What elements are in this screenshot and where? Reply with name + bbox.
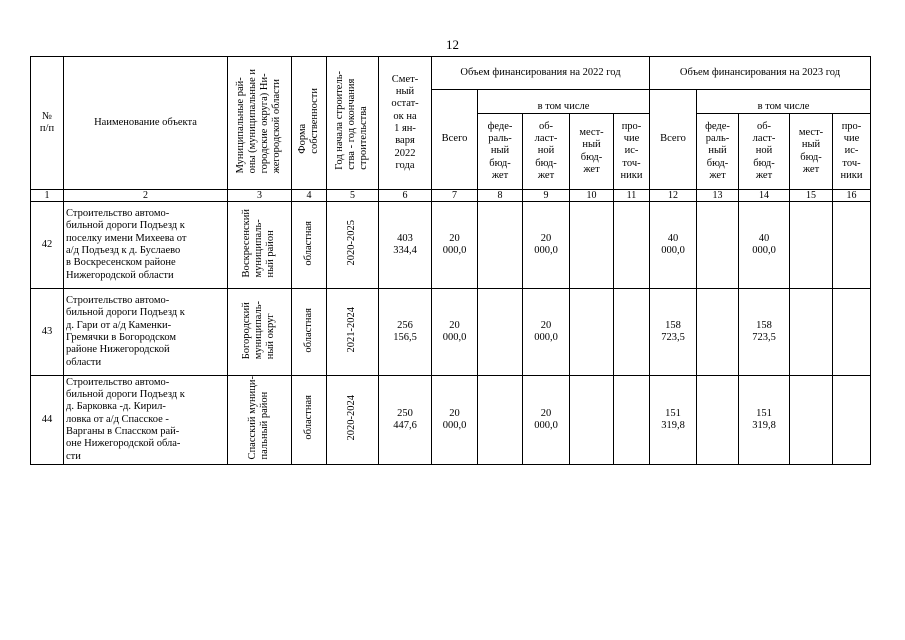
header-ownership-text: Форма собственности [296, 87, 320, 154]
header-regional-2022: об- ласт- ной бюд- жет [523, 114, 570, 190]
row-municipality [228, 376, 292, 465]
row-name: Строительство автомо- бильной дороги Подъезд к д. Гари от а/д Каменки- Гремячки в Богородском районе Нижегородской области [64, 289, 228, 376]
row-num: 42 [31, 202, 64, 289]
row-regional-2022: 20 000,0 [523, 202, 570, 289]
row-years [327, 376, 379, 465]
column-number: 12 [650, 190, 697, 202]
header-local-2023: мест- ный бюд- жет [790, 114, 833, 190]
header-total-2023: Всего [650, 90, 697, 190]
column-number: 10 [570, 190, 614, 202]
row-years-text: 2020-2025 [346, 220, 358, 266]
header-num: № п/п [31, 57, 64, 190]
row-num: 43 [31, 289, 64, 376]
row-years [327, 289, 379, 376]
row-total-2023: 158 723,5 [650, 289, 697, 376]
header-years [327, 57, 379, 190]
column-number: 2 [64, 190, 228, 202]
header-municipality [228, 57, 292, 190]
row-total-2022: 20 000,0 [432, 202, 478, 289]
row-regional-2022: 20 000,0 [523, 376, 570, 465]
row-total-2022: 20 000,0 [432, 289, 478, 376]
header-federal-2022: феде- раль- ный бюд- жет [478, 114, 523, 190]
header-fin-2022: Объем финансирования на 2022 год [432, 57, 650, 90]
row-ownership-text: областная [302, 395, 314, 441]
row-total-2022: 20 000,0 [432, 376, 478, 465]
row-total-2023: 40 000,0 [650, 202, 697, 289]
column-number: 5 [327, 190, 379, 202]
row-regional-2022: 20 000,0 [523, 289, 570, 376]
row-local-2023 [790, 289, 833, 376]
row-ownership [292, 289, 327, 376]
row-other-2022 [614, 289, 650, 376]
header-municipality-text: Муниципальные рай- оны (муниципальные и городские округа) Ни- жегородской области [235, 68, 283, 174]
row-total-2023: 151 319,8 [650, 376, 697, 465]
column-number: 3 [228, 190, 292, 202]
header-including-2022: в том числе [478, 90, 650, 114]
row-ownership-text: областная [302, 307, 314, 353]
row-other-2023 [833, 376, 871, 465]
row-municipality [228, 202, 292, 289]
row-federal-2023 [697, 202, 739, 289]
row-federal-2022 [478, 202, 523, 289]
column-number: 15 [790, 190, 833, 202]
header-other-2022: про- чие ис- точ- ники [614, 114, 650, 190]
column-number: 8 [478, 190, 523, 202]
header-total-2022: Всего [432, 90, 478, 190]
column-number-row [31, 190, 871, 202]
column-number: 7 [432, 190, 478, 202]
row-other-2023 [833, 289, 871, 376]
column-number: 1 [31, 190, 64, 202]
financing-table [30, 56, 871, 465]
row-regional-2023: 40 000,0 [739, 202, 790, 289]
row-ownership-text: областная [302, 220, 314, 266]
row-years-text: 2021-2024 [346, 307, 358, 353]
header-years-text: Год начала строитель- ства - год окончания строительства [334, 71, 370, 171]
header-other-2023: про- чие ис- точ- ники [833, 114, 871, 190]
row-years [327, 202, 379, 289]
row-local-2023 [790, 202, 833, 289]
row-municipality [228, 289, 292, 376]
column-number: 14 [739, 190, 790, 202]
header-fin-2023: Объем финансирования на 2023 год [650, 57, 871, 90]
row-regional-2023: 151 319,8 [739, 376, 790, 465]
row-name: Строительство автомо- бильной дороги Подъезд к поселку имени Михеева от а/д Подъезд к д. Буслаево в Воскресенском районе Нижегородской области [64, 202, 228, 289]
header-ownership [292, 57, 327, 190]
row-remainder: 250 447,6 [379, 376, 432, 465]
row-municipality-text: Воскресенский муниципаль- ный район [241, 208, 277, 278]
header-name: Наименование объекта [64, 57, 228, 190]
page-number: 12 [446, 37, 459, 52]
row-other-2023 [833, 202, 871, 289]
row-federal-2023 [697, 376, 739, 465]
row-local-2022 [570, 202, 614, 289]
row-municipality-text: Спасский муници- пальный район [247, 376, 271, 460]
table-row [31, 202, 871, 289]
column-number: 9 [523, 190, 570, 202]
header-federal-2023: феде- раль- ный бюд- жет [697, 114, 739, 190]
row-federal-2023 [697, 289, 739, 376]
column-number: 16 [833, 190, 871, 202]
row-municipality-text: Богородский муниципаль- ный округ [241, 300, 277, 359]
row-local-2022 [570, 289, 614, 376]
row-other-2022 [614, 202, 650, 289]
header-local-2022: мест- ный бюд- жет [570, 114, 614, 190]
row-local-2023 [790, 376, 833, 465]
column-number: 6 [379, 190, 432, 202]
row-regional-2023: 158 723,5 [739, 289, 790, 376]
row-other-2022 [614, 376, 650, 465]
table-row [31, 289, 871, 376]
table-row [31, 376, 871, 465]
header-remainder: Смет- ный остат- ок на 1 ян- варя 2022 года [379, 57, 432, 190]
row-federal-2022 [478, 289, 523, 376]
row-local-2022 [570, 376, 614, 465]
column-number: 13 [697, 190, 739, 202]
column-number: 11 [614, 190, 650, 202]
row-federal-2022 [478, 376, 523, 465]
row-remainder: 403 334,4 [379, 202, 432, 289]
row-ownership [292, 202, 327, 289]
row-name: Строительство автомо- бильной дороги Подъезд к д. Барковка -д. Кирил- ловка от а/д Спасское - Варганы в Спасском рай- оне Нижегородской обла- сти [64, 376, 228, 465]
header-regional-2023: об- ласт- ной бюд- жет [739, 114, 790, 190]
row-ownership [292, 376, 327, 465]
header-including-2023: в том числе [697, 90, 871, 114]
row-years-text: 2020-2024 [346, 394, 358, 441]
column-number: 4 [292, 190, 327, 202]
row-remainder: 256 156,5 [379, 289, 432, 376]
row-num: 44 [31, 376, 64, 465]
